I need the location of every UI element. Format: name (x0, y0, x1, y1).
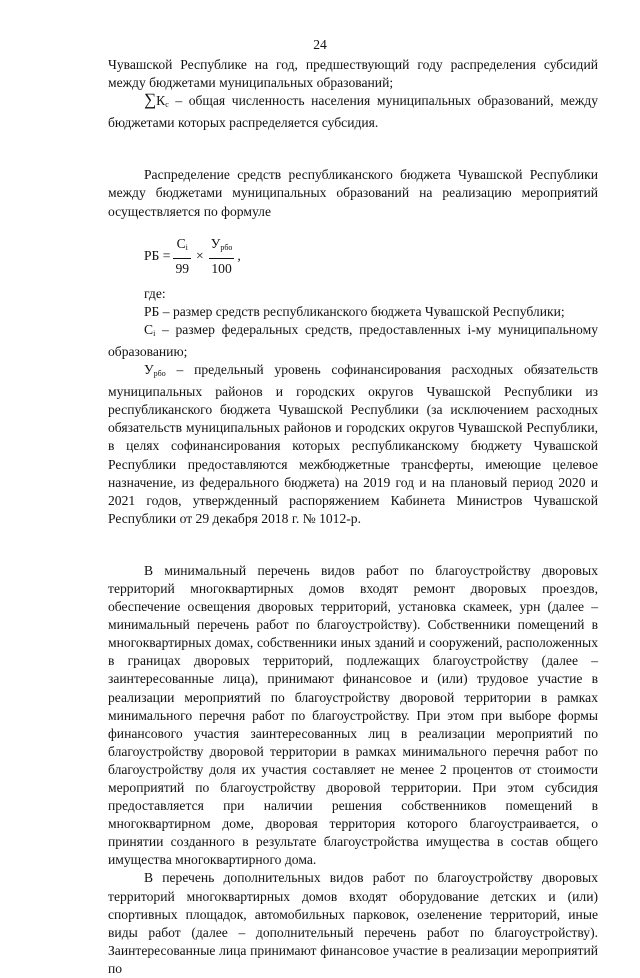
formula-frac2-denominator: 100 (211, 260, 232, 276)
definition-urbo (108, 361, 598, 528)
definition-rb: РБ – размер средств республиканского бюджета Чувашской Республики; (144, 303, 565, 319)
formula (108, 225, 598, 285)
formula-frac2-numerator: У (210, 235, 221, 251)
definition-ci-variable: С (144, 321, 154, 337)
definition-urbo-text: – предельный уровень софинансирования расходных обязательств муниципальных районов и городских округов Чувашской Республики из республиканского бюджета Чувашской Республики (за исключением расходных обязательств муниципальных районов и городских округов Чувашской Республики, в целях софинансирования которых республиканскому бюджету Чувашской Республики предоставляются межбюджетные трансферты, имеющие целевое назначение, из федерального бюджета) на 2019 год и на плановый период 2020 и 2021 годов, утвержденный распоряжением Кабинета Министров Чувашской Республики от 29 декабря 2018 г. № 1012-р. (108, 362, 598, 526)
definition-ci-text: – размер федеральных средств, предоставленных i-му муниципальному образованию; (108, 321, 598, 359)
sum-variable: К (156, 93, 166, 109)
formula-times: × (196, 248, 204, 264)
document-body (108, 56, 598, 978)
sum-definition-text: – общая численность населения муниципальных образований, между бюджетами которых распределяется субсидия. (108, 93, 598, 131)
sum-variable-subscript: c (165, 100, 169, 110)
formula-frac1-numerator-sub: i (185, 242, 188, 252)
formula-fraction-1 (173, 235, 191, 278)
paragraph-additional-list: В перечень дополнительных видов работ по благоустройству дворовых территорий многоквартирных домов входят оборудование детских и (или) спортивных площадок, автомобильных парковок, озеленение территорий, иные виды работ (далее – дополнительный перечень работ по благоустройству). Заинтересованные лица принимают финансовое участие в реализации мероприятий по (108, 870, 598, 976)
formula-frac1-numerator: С (176, 235, 186, 251)
where-label: где: (144, 285, 166, 301)
formula-frac2-numerator-sub: рбо (220, 242, 233, 252)
formula-end: , (237, 248, 241, 264)
page-number: 24 (313, 37, 327, 52)
formula-lhs: РБ = (144, 248, 171, 264)
formula-fraction-2 (209, 235, 235, 278)
definition-urbo-subscript: рбо (153, 369, 166, 379)
paragraph-minimal-list: В минимальный перечень видов работ по благоустройству дворовых территорий многоквартирных домов входят ремонт дворовых проездов, обеспечение освещения дворовых территорий, установка скамеек, урн (далее – минимальный перечень работ по благоустройству). Собственники помещений в многоквартирных домах, собственники иных зданий и сооружений, расположенных в границах дворовых территорий, подлежащих благоустройству (далее – заинтересованные лица), принимают финансовое и (или) трудовое участие в реализации мероприятий по благоустройству дворовой территории в рамках минимального перечня работ по благоустройству. При этом при выборе формы финансового участия заинтересованных лиц в реализации мероприятий по благоустройству дворовой территории в рамках минимального перечня работ по благоустройству доля их участия составляет не менее 2 процентов от стоимости мероприятий по благоустройству дворовой территории. При этом субсидия предоставляется при наличии решения собственников помещений в многоквартирном доме, дворовая территория которого благоустраивается, о принятии созданного в результате благоустройства имущества в состав общего имущества многоквартирного дома. (108, 562, 598, 868)
paragraph-distribution: Распределение средств республиканского бюджета Чувашской Республики между бюджетами муниципальных образований на реализацию мероприятий осуществляется по формуле (108, 167, 598, 219)
paragraph-sum-definition (108, 92, 598, 132)
paragraph-continuation: Чувашской Республике на год, предшествующий году распределения субсидий между бюджетами муниципальных образований; (108, 57, 598, 91)
sum-symbol: ∑ (144, 90, 157, 110)
formula-frac1-denominator: 99 (175, 260, 190, 276)
definition-ci (108, 321, 598, 361)
definition-urbo-variable: У (144, 362, 154, 378)
definition-ci-subscript: i (153, 328, 156, 338)
